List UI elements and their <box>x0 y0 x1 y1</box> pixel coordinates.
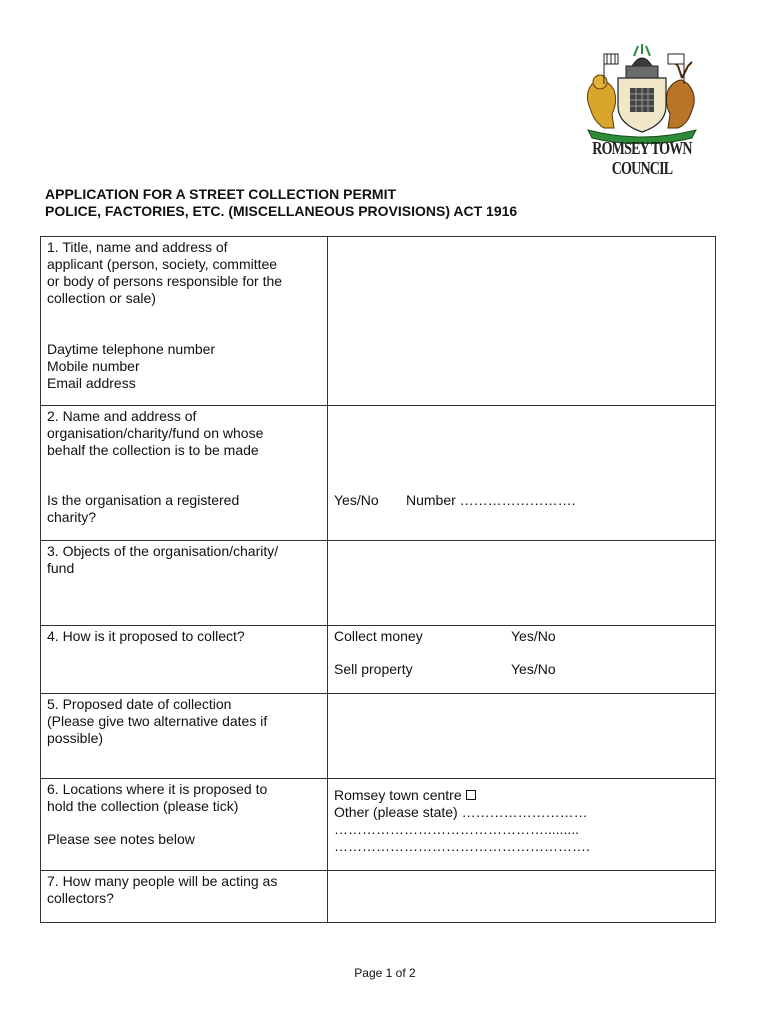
charity-number-field[interactable]: Number ……………………. <box>406 492 576 508</box>
row-q7 <box>41 871 716 923</box>
form-title <box>45 186 725 220</box>
see-notes-label: Please see notes below <box>47 831 195 847</box>
application-table <box>40 236 716 923</box>
q2-line: behalf the collection is to be made <box>47 442 259 458</box>
q1-line: or body of persons responsible for the <box>47 273 283 289</box>
title-line-2: POLICE, FACTORIES, ETC. (MISCELLANEOUS PROVISIONS) ACT 1916 <box>45 203 518 219</box>
q5-line: possible) <box>47 730 104 746</box>
other-location-dots[interactable]: ………………………………………………. <box>334 838 590 854</box>
q7-label-cell <box>41 871 328 923</box>
q4-answer-field <box>328 626 716 694</box>
sell-property-label: Sell property <box>334 661 413 677</box>
q1-answer-field[interactable] <box>328 237 716 406</box>
q4-label-cell <box>41 626 328 694</box>
q2-line: organisation/charity/fund on whose <box>47 425 264 441</box>
other-location-field[interactable]: Other (please state) ……………………… <box>334 804 588 820</box>
q1-label-cell <box>41 237 328 406</box>
collect-money-yes-no[interactable]: Yes/No <box>511 628 556 644</box>
daytime-phone-label: Daytime telephone number <box>47 341 216 357</box>
row-q5 <box>41 694 716 779</box>
page-number: Page 1 of 2 <box>354 966 416 980</box>
q1-line: applicant (person, society, committee <box>47 256 278 272</box>
sell-property-yes-no[interactable]: Yes/No <box>511 661 556 677</box>
q6-label-cell <box>41 779 328 871</box>
q7-line: 7. How many people will be acting as <box>47 873 278 889</box>
charity-yes-no[interactable]: Yes/No <box>334 492 379 508</box>
row-q6 <box>41 779 716 871</box>
crest-icon <box>574 44 710 144</box>
q2-line: 2. Name and address of <box>47 408 197 424</box>
q5-line: (Please give two alternative dates if <box>47 713 268 729</box>
q3-label-cell <box>41 541 328 626</box>
registered-charity-line: Is the organisation a registered <box>47 492 240 508</box>
q4-label: 4. How is it proposed to collect? <box>47 628 245 644</box>
q6-line: 6. Locations where it is proposed to <box>47 781 268 797</box>
other-location-dots[interactable]: ………………………………………......... <box>334 821 580 837</box>
registered-charity-line: charity? <box>47 509 97 525</box>
q7-answer-field[interactable] <box>328 871 716 923</box>
row-q1 <box>41 237 716 406</box>
email-label: Email address <box>47 375 136 391</box>
row-q4 <box>41 626 716 694</box>
council-crest-logo <box>574 44 710 179</box>
collect-money-label: Collect money <box>334 628 423 644</box>
q1-line: 1. Title, name and address of <box>47 239 228 255</box>
row-q2 <box>41 406 716 541</box>
romsey-tick-checkbox[interactable] <box>466 790 476 800</box>
crest-caption: ROMSEY TOWN COUNCIL <box>592 140 692 179</box>
q7-line: collectors? <box>47 890 114 906</box>
q3-line: 3. Objects of the organisation/charity/ <box>47 543 279 559</box>
mobile-label: Mobile number <box>47 358 140 374</box>
romsey-option[interactable] <box>334 787 709 804</box>
q3-answer-field[interactable] <box>328 541 716 626</box>
q5-answer-field[interactable] <box>328 694 716 779</box>
q6-line: hold the collection (please tick) <box>47 798 239 814</box>
q5-line: 5. Proposed date of collection <box>47 696 232 712</box>
romsey-option-label: Romsey town centre <box>334 787 462 803</box>
q2-label-cell <box>41 406 328 541</box>
q5-label-cell <box>41 694 328 779</box>
q3-line: fund <box>47 560 75 576</box>
title-line-1: APPLICATION FOR A STREET COLLECTION PERMIT <box>45 186 397 202</box>
row-q3 <box>41 541 716 626</box>
q1-line: collection or sale) <box>47 290 156 306</box>
q2-answer-field[interactable] <box>328 406 716 541</box>
q6-answer-field <box>328 779 716 871</box>
